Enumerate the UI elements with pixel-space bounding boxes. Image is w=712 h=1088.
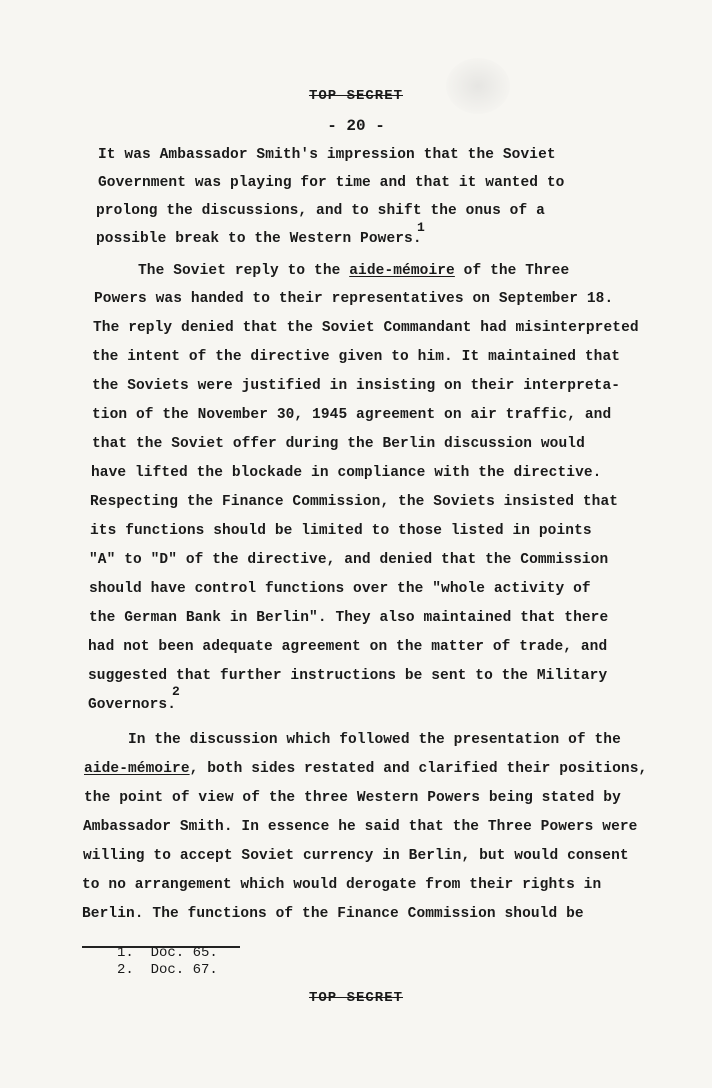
faded-stamp-mark [446, 58, 510, 114]
body-line-13: Respecting the Finance Commission, the Soviets insisted that [90, 494, 619, 510]
aide-memoire-term: aide-mémoire [349, 263, 455, 279]
body-line-15: "A" to "D" of the directive, and denied that the Commission [89, 552, 609, 568]
footnote-ref-2: 2 [172, 684, 180, 699]
footnote-1: 1. Doc. 65. [117, 945, 218, 961]
body-line-24: Ambassador Smith. In essence he said that the Three Powers were [83, 819, 638, 835]
body-line-5-text-end: of the Three [454, 263, 570, 279]
body-line-27: Berlin. The functions of the Finance Commission should be [82, 906, 584, 922]
body-line-16: should have control functions over the "whole activity of [89, 581, 591, 597]
body-line-19: suggested that further instructions be sent to the Military [88, 668, 608, 684]
body-line-25: willing to accept Soviet currency in Berlin, but would consent [83, 848, 629, 864]
body-line-12: have lifted the blockade in compliance with the directive. [91, 465, 602, 481]
body-line-11: that the Soviet offer during the Berlin discussion would [92, 436, 585, 452]
footnote-ref-1: 1 [417, 220, 425, 235]
body-line-3: prolong the discussions, and to shift the onus of a [96, 203, 545, 219]
body-line-21: In the discussion which followed the presentation of the [128, 732, 621, 748]
top-classification-marking [0, 88, 712, 104]
body-line-4: possible break to the Western Powers. [96, 231, 422, 247]
body-line-9: the Soviets were justified in insisting on their interpreta- [92, 378, 621, 394]
body-line-17: the German Bank in Berlin". They also maintained that there [89, 610, 609, 626]
body-line-18: had not been adequate agreement on the matter of trade, and [88, 639, 608, 655]
body-line-8: the intent of the directive given to him. It maintained that [92, 349, 621, 365]
body-line-2: Government was playing for time and that it wanted to [98, 175, 565, 191]
body-line-22-text: , both sides restated and clarified their positions, [189, 761, 648, 777]
body-line-5 [138, 263, 569, 279]
body-line-5-text: The Soviet reply to the [138, 263, 350, 279]
body-line-7: The reply denied that the Soviet Commandant had misinterpreted [93, 320, 639, 336]
body-line-22 [84, 761, 647, 777]
body-line-20: Governors. [88, 697, 177, 713]
bottom-classification-marking [0, 990, 712, 1006]
classification-text: TOP SECRET [308, 88, 403, 104]
body-line-1: It was Ambassador Smith's impression that the Soviet [98, 147, 556, 163]
body-line-10: tion of the November 30, 1945 agreement on air traffic, and [92, 407, 612, 423]
aide-memoire-term-2: aide-mémoire [84, 761, 190, 777]
body-line-26: to no arrangement which would derogate from their rights in [82, 877, 602, 893]
body-line-23: the point of view of the three Western Powers being stated by [84, 790, 621, 806]
body-line-14: its functions should be limited to those listed in points [90, 523, 592, 539]
body-line-6: Powers was handed to their representatives on September 18. [94, 291, 614, 307]
classification-text-footer: TOP SECRET [308, 990, 403, 1006]
page-number: - 20 - [327, 117, 385, 135]
footnote-2: 2. Doc. 67. [117, 962, 218, 978]
